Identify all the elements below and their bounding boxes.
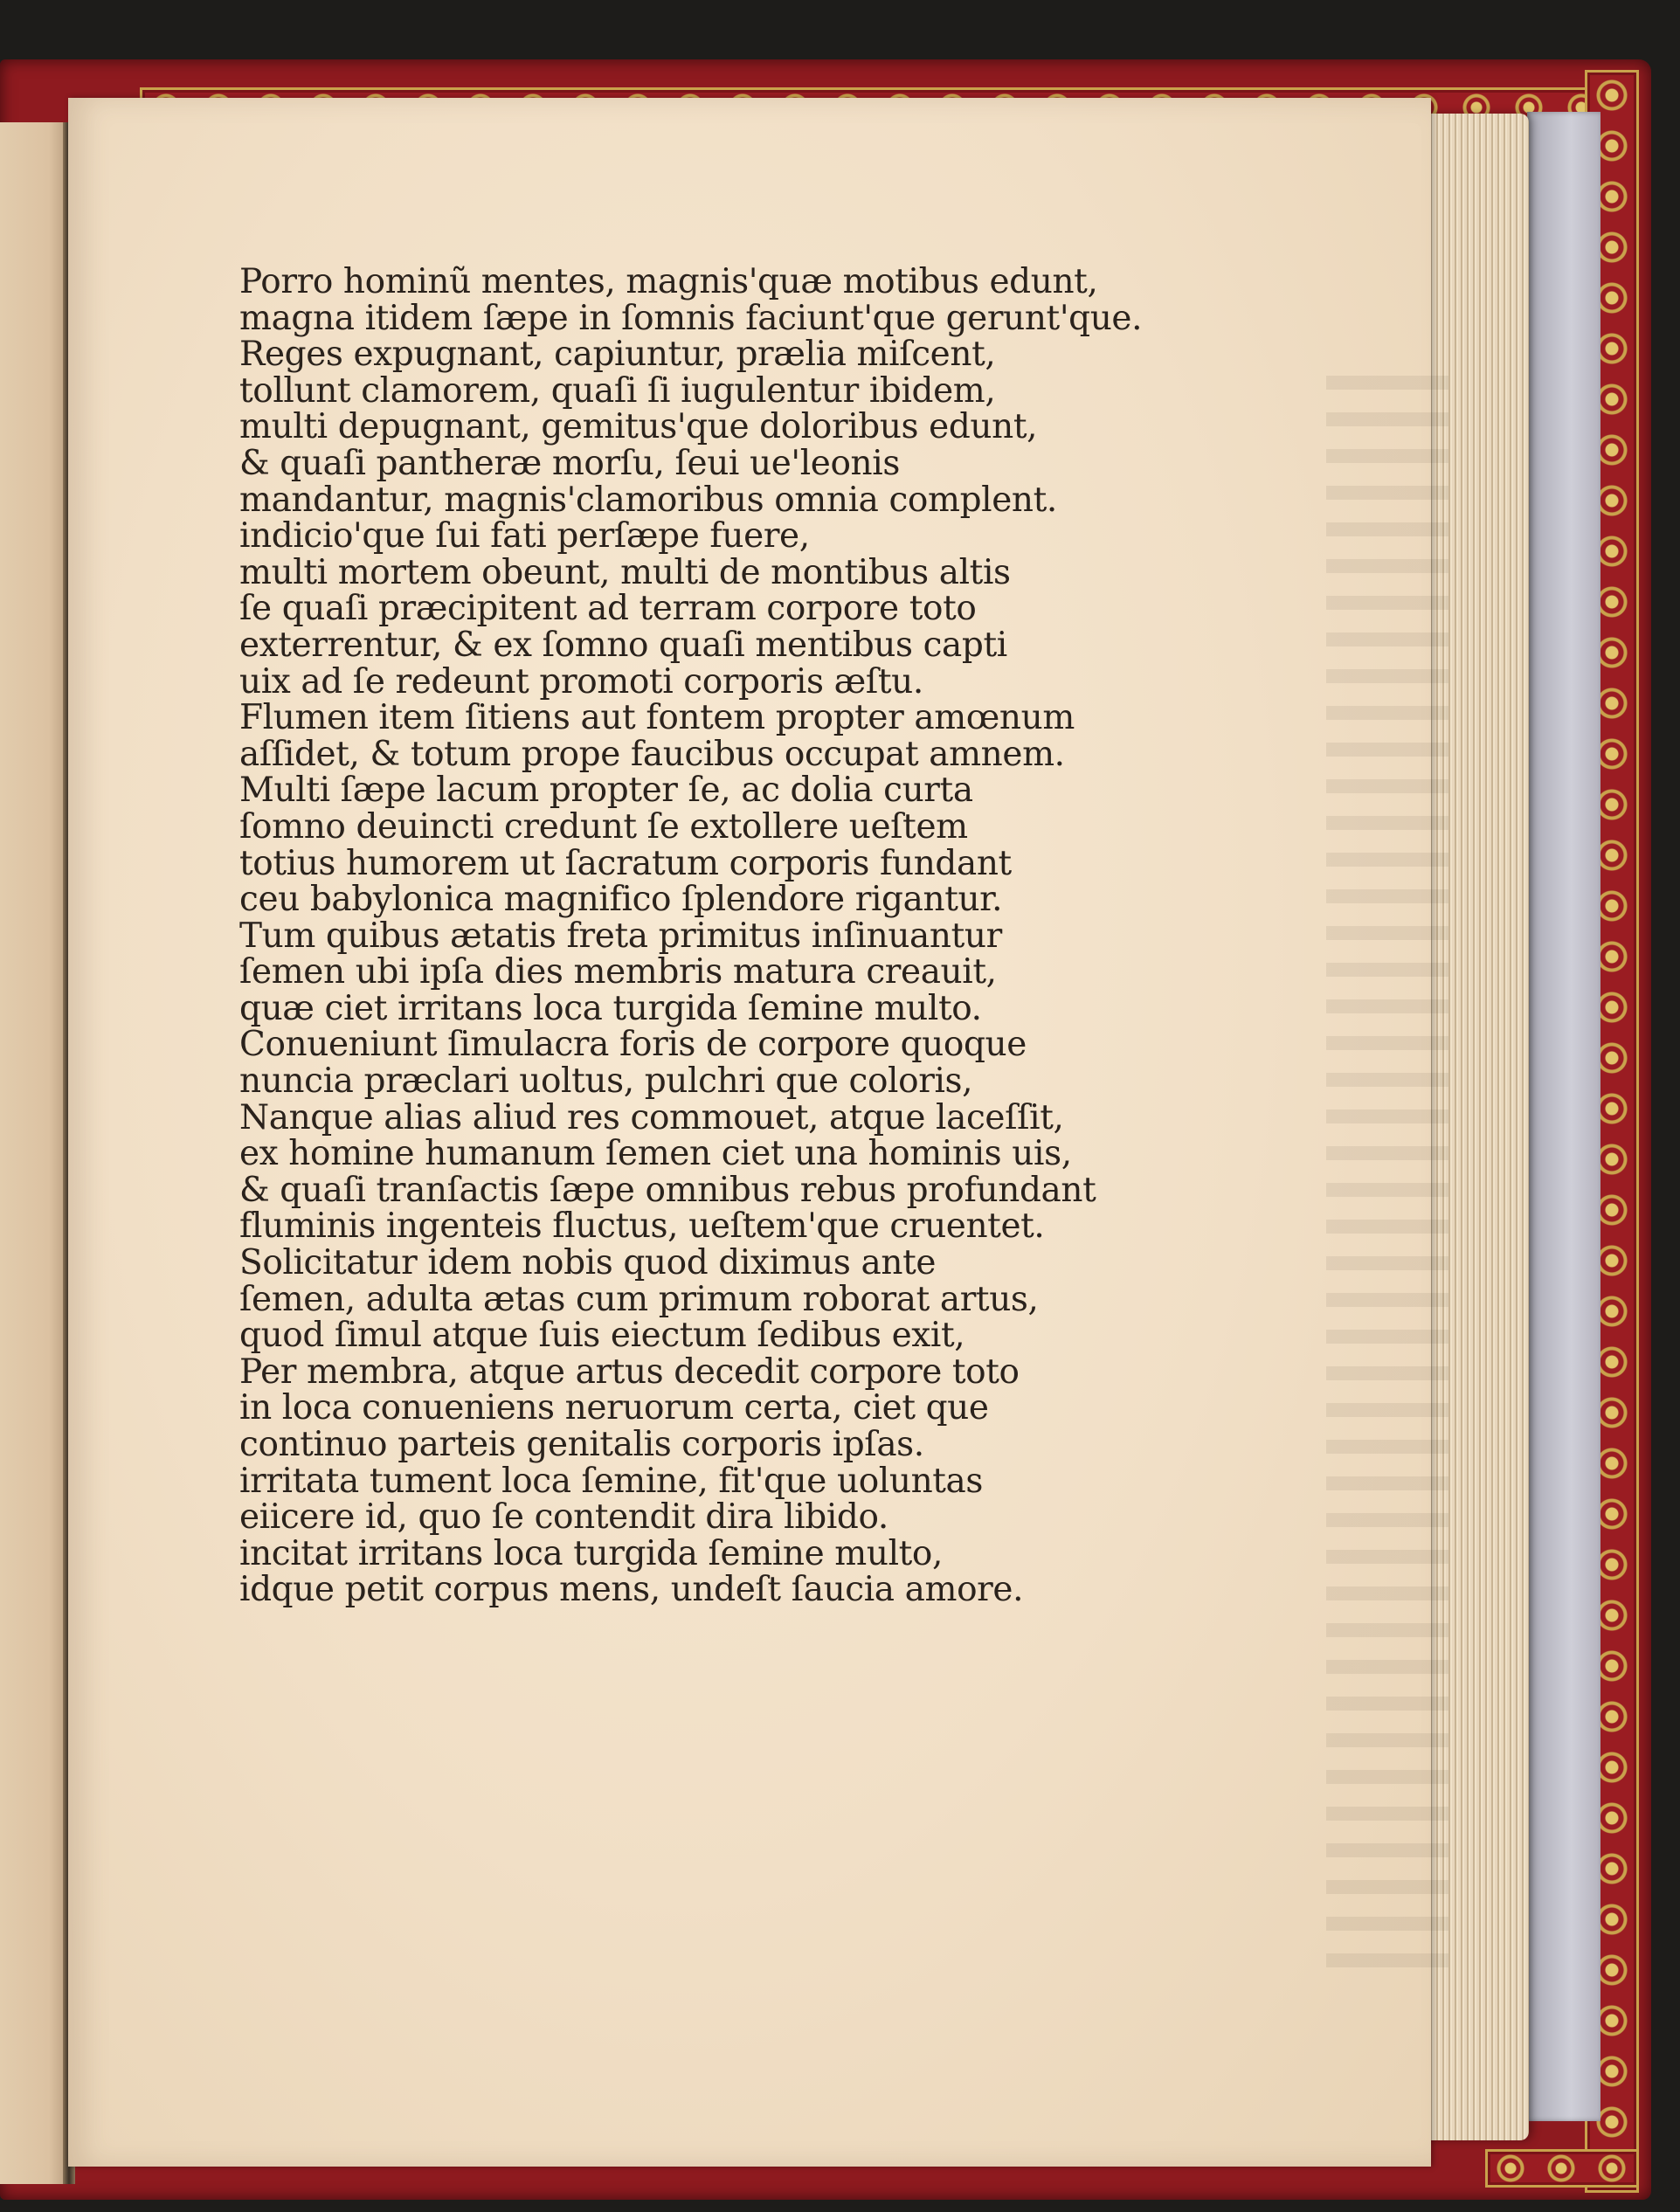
verse-line: Conueniunt ſimulacra foris de corpore quoque: [239, 1025, 1027, 1065]
verse-line: Per membra, atque artus decedit corpore toto: [239, 1351, 1020, 1392]
verse-line: indicio'que ſui fati perſæpe fuere,: [239, 516, 810, 556]
verse-line: multi depugnant, gemitus'que doloribus edunt,: [239, 407, 1038, 447]
verse-line: multi mortem obeunt, multi de montibus altis: [239, 552, 1011, 592]
verse-line: quæ ciet irritans loca turgida ſemine multo.: [239, 988, 982, 1028]
verse-line: ex homine humanum ſemen ciet una hominis uis,: [239, 1134, 1072, 1174]
verse-line: ſemen ubi ipſa dies membris matura creauit,: [239, 952, 997, 992]
facing-page-edge: [0, 122, 70, 2184]
verse-line: quod ſimul atque ſuis eiectum ſedibus exit,: [239, 1316, 965, 1356]
verse-line: magna itidem ſæpe in ſomnis faciunt'que gerunt'que.: [239, 298, 1143, 338]
verse-line: & quaſi tranſactis ſæpe omnibus rebus profundant: [239, 1170, 1096, 1210]
verse-line: Tum quibus ætatis freta primitus inſinuantur: [239, 916, 1002, 956]
verse-line: Porro hominũ mentes, magnis'quæ motibus edunt,: [239, 262, 1098, 301]
verse-line: exterrentur, & ex ſomno quaſi mentibus capti: [239, 625, 1007, 665]
verse-line: Reges expugnant, capiuntur, prælia miſcent,: [239, 335, 996, 375]
verse-line: fluminis ingenteis fluctus, ueſtem'que cruentet.: [239, 1206, 1045, 1247]
gilt-border-bottom: [1485, 2149, 1639, 2188]
book-page: [68, 98, 1431, 2167]
verse-line: Multi ſæpe lacum propter ſe, ac dolia curta: [239, 771, 973, 811]
verse-line: idque petit corpus mens, undeſt ſaucia amore.: [239, 1570, 1024, 1610]
verse-line: mandantur, magnis'clamoribus omnia complent.: [239, 480, 1057, 520]
verse-line: Flumen item ſitiens aut fontem propter amœnum: [239, 698, 1075, 738]
verse-line: in loca conueniens neruorum certa, ciet que: [239, 1388, 989, 1428]
verse-line: Nanque alias aliud res commouet, atque laceſſit,: [239, 1097, 1064, 1137]
verse-line: ſe quaſi præcipitent ad terram corpore toto: [239, 589, 977, 629]
verse-line: irritata tument loca ſemine, fit'que uoluntas: [239, 1461, 984, 1501]
verse-line: aſſidet, & totum prope faucibus occupat amnem.: [239, 734, 1065, 774]
verse-line: totius humorem ut ſacratum corporis fundant: [239, 843, 1012, 883]
verse-text: [239, 264, 1142, 1608]
verse-line: incitat irritans loca turgida ſemine multo,: [239, 1533, 943, 1573]
verse-line: continuo parteis genitalis corporis ipſas.: [239, 1425, 924, 1464]
verse-line: tollunt clamorem, quaſi ſi iugulentur ibidem,: [239, 370, 996, 411]
verse-line: eiicere id, quo ſe contendit dira libido.: [239, 1497, 888, 1538]
verse-line: ceu babylonica magnifico ſplendore rigantur.: [239, 880, 1003, 920]
endpaper: [1527, 112, 1600, 2121]
verse-line: Solicitatur idem nobis quod diximus ante: [239, 1243, 937, 1283]
show-through-text: [1326, 360, 1448, 1967]
verse-line: ſomno deuincti credunt ſe extollere ueſtem: [239, 806, 968, 847]
verse-line: & quaſi pantheræ morſu, ſeui ue'leonis: [239, 443, 900, 483]
verse-line: nuncia præclari uoltus, pulchri que coloris,: [239, 1061, 973, 1102]
verse-line: uix ad ſe redeunt promoti corporis æſtu.: [239, 661, 923, 702]
verse-line: ſemen, adulta ætas cum primum roborat artus,: [239, 1279, 1039, 1319]
